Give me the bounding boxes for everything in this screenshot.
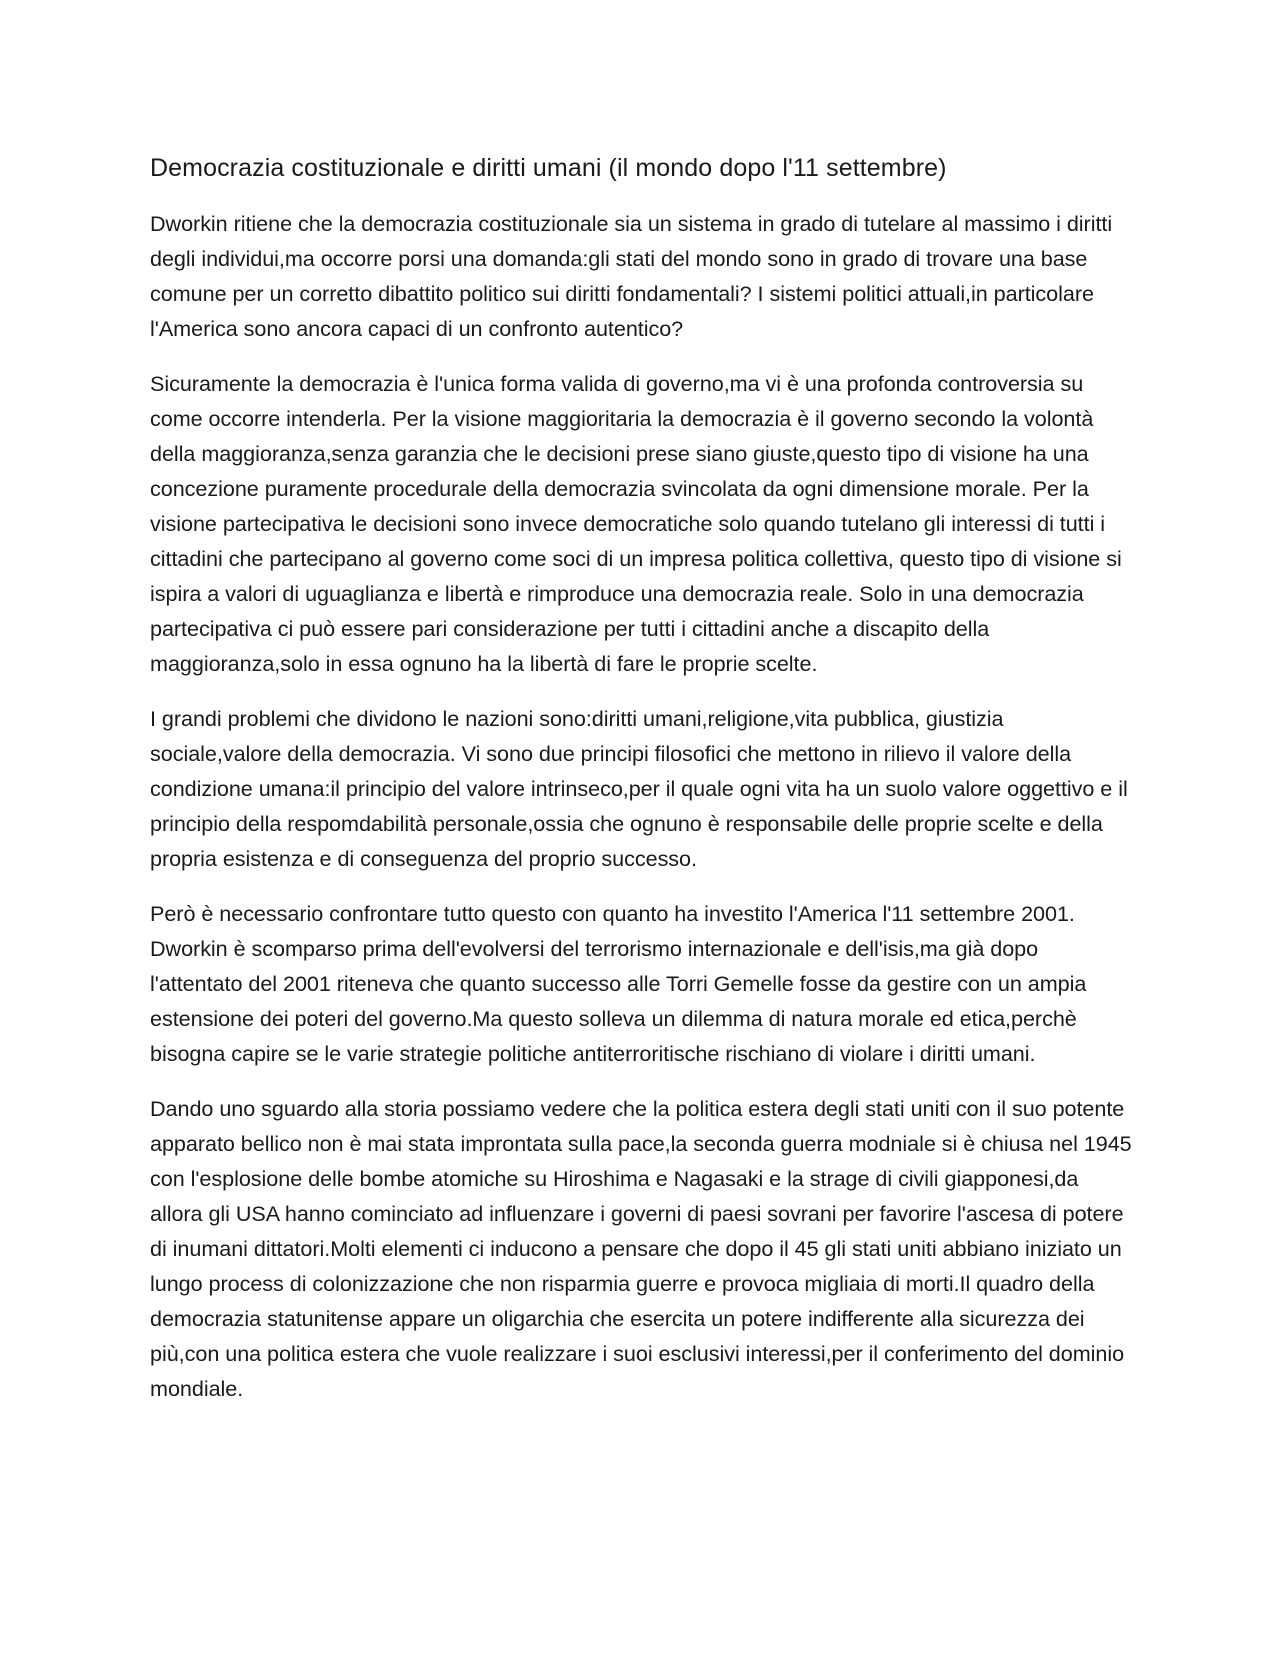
paragraph-2: Sicuramente la democrazia è l'unica forma valida di governo,ma vi è una profonda controversia su come occorre intenderla. Per la visione maggioritaria la democrazia è il governo secondo la volontà della maggioranza,senza garanzia che le decisioni prese siano giuste,questo tipo di visione ha una concezione puramente procedurale della democrazia svincolata da ogni dimensione morale. Per la visione partecipativa le decisioni sono invece democratiche solo quando tutelano gli interessi di tutti i cittadini che partecipano al governo come soci di un impresa politica collettiva, questo tipo di visione si ispira a valori di uguaglianza e libertà e rimproduce una democrazia reale. Solo in una democrazia partecipativa ci può essere pari considerazione per tutti i cittadini anche a discapito della maggioranza,solo in essa ognuno ha la libertà di fare le proprie scelte. [150, 371, 1122, 676]
paragraph-3: I grandi problemi che dividono le nazioni sono:diritti umani,religione,vita pubblica, giustizia sociale,valore della democrazia. Vi sono due principi filosofici che mettono in rilievo il valore della condizione umana:il principio del valore intrinseco,per il quale ogni vita ha un suolo valore oggettivo e il principio della respomdabilità personale,ossia che ognuno è responsabile delle proprie scelte e della propria esistenza e di conseguenza del proprio successo. [150, 706, 1128, 871]
document-body [150, 150, 1135, 1426]
document-title: Democrazia costituzionale e diritti umani (il mondo dopo l'11 settembre) [150, 154, 947, 182]
paragraph-4: Però è necessario confrontare tutto questo con quanto ha investito l'America l'11 settembre 2001. Dworkin è scomparso prima dell'evolversi del terrorismo internazionale e dell'isis,ma già dopo l'attentato del 2001 riteneva che quanto successo alle Torri Gemelle fosse da gestire con un ampia estensione dei poteri del governo.Ma questo solleva un dilemma di natura morale ed etica,perchè bisogna capire se le varie strategie politiche antiterroritische rischiano di violare i diritti umani. [150, 901, 1087, 1066]
paragraph-1: Dworkin ritiene che la democrazia costituzionale sia un sistema in grado di tutelare al massimo i diritti degli individui,ma occorre porsi una domanda:gli stati del mondo sono in grado di trovare una base comune per un corretto dibattito politico sui diritti fondamentali? I sistemi politici attuali,in particolare l'America sono ancora capaci di un confronto autentico? [150, 211, 1113, 341]
paragraph-5: Dando uno sguardo alla storia possiamo vedere che la politica estera degli stati uniti con il suo potente apparato bellico non è mai stata improntata sulla pace,la seconda guerra modniale si è chiusa nel 1945 con l'esplosione delle bombe atomiche su Hiroshima e Nagasaki e la strage di civili giapponesi,da allora gli USA hanno cominciato ad influenzare i governi di paesi sovrani per favorire l'ascesa di potere di inumani dittatori.Molti elementi ci inducono a pensare che dopo il 45 gli stati uniti abbiano iniziato un lungo process di colonizzazione che non risparmia guerre e provoca migliaia di morti.Il quadro della democrazia statunitense appare un oligarchia che esercita un potere indifferente alla sicurezza dei più,con una politica estera che vuole realizzare i suoi esclusivi interessi,per il conferimento del dominio mondiale. [150, 1096, 1132, 1401]
